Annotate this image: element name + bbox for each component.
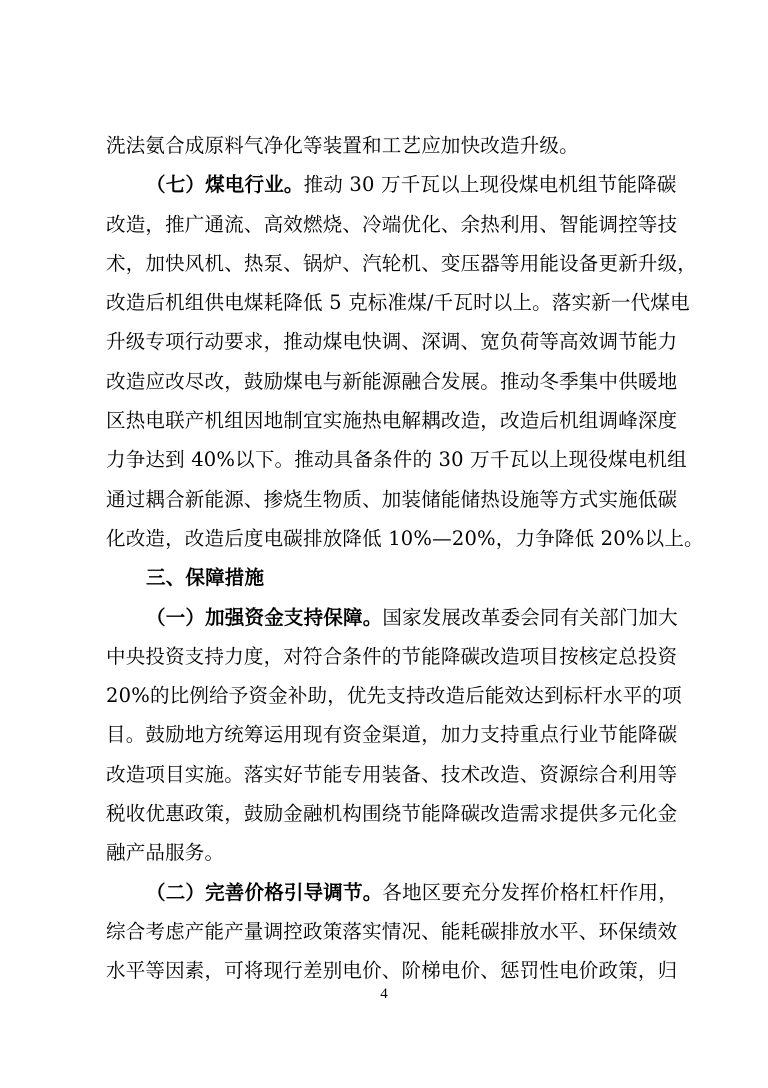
text-line [106, 715, 678, 754]
text-line [106, 440, 687, 479]
text-line [106, 519, 704, 558]
text-line [106, 244, 698, 283]
text-line [106, 637, 678, 676]
text-line [106, 165, 677, 204]
section-heading [106, 558, 672, 597]
line-text: 改造项目实施。落实好节能专用装备、技术改造、资源综合利用等 [106, 762, 678, 786]
heading-text: 三、保障措施 [146, 566, 265, 590]
line-text: 融产品服务。 [106, 841, 225, 865]
text-line [106, 912, 678, 951]
line-text: 推动 30 万千瓦以上现役煤电机组节能降碳 [303, 173, 677, 197]
text-line [106, 283, 690, 322]
line-text: 20%的比例给予资金补助，优先支持改造后能效达到标杆水平的项 [106, 684, 682, 708]
text-line [106, 676, 682, 715]
text-line [106, 362, 678, 401]
text-line [106, 755, 678, 794]
line-text: 通过耦合新能源、掺烧生物质、加装储能储热设施等方式实施低碳 [106, 487, 678, 511]
text-line [106, 598, 678, 637]
text-line [106, 833, 672, 872]
text-line [106, 401, 678, 440]
text-line [106, 480, 678, 519]
document-body [106, 126, 704, 991]
line-text: 术，加快风机、热泵、锅炉、汽轮机、变压器等用能设备更新升级， [106, 251, 698, 275]
line-text: 目。鼓励地方统筹运用现有资金渠道，加力支持重点行业节能降碳 [106, 723, 678, 747]
line-text: 改造后机组供电煤耗降低 5 克标准煤/千瓦时以上。落实新一代煤电 [106, 291, 690, 315]
line-text: 力争达到 40%以下。推动具备条件的 30 万千瓦以上现役煤电机组 [106, 448, 687, 472]
section-lead: （七）煤电行业。 [146, 173, 304, 197]
text-line [106, 205, 678, 244]
line-text: 化改造，改造后度电碳排放降低 10%—20%，力争降低 20%以上。 [106, 526, 704, 550]
text-line [106, 126, 672, 165]
page-number: 4 [380, 986, 388, 1002]
text-line [106, 873, 678, 912]
line-text: 国家发展改革委会同有关部门加大 [382, 605, 678, 629]
text-line [106, 951, 678, 990]
text-line [106, 322, 678, 361]
text-line [106, 794, 678, 833]
line-text: 升级专项行动要求，推动煤电快调、深调、宽负荷等高效调节能力 [106, 330, 678, 354]
line-text: 洗法氨合成原料气净化等装置和工艺应加快改造升级。 [106, 134, 579, 157]
line-text: 区热电联产机组因地制宜实施热电解耦改造，改造后机组调峰深度 [106, 409, 678, 433]
line-text: 改造，推广通流、高效燃烧、冷端优化、余热利用、智能调控等技 [106, 212, 678, 236]
line-text: 税收优惠政策，鼓励金融机构围绕节能降碳改造需求提供多元化金 [106, 802, 678, 826]
line-text: 各地区要充分发挥价格杠杆作用， [382, 880, 678, 904]
section-lead: （二）完善价格引导调节。 [146, 880, 383, 904]
line-text: 水平等因素，可将现行差别电价、阶梯电价、惩罚性电价政策，归 [106, 959, 678, 983]
line-text: 综合考虑产能产量调控政策落实情况、能耗碳排放水平、环保绩效 [106, 919, 678, 943]
line-text: 改造应改尽改，鼓励煤电与新能源融合发展。推动冬季集中供暖地 [106, 369, 678, 393]
section-lead: （一）加强资金支持保障。 [146, 605, 383, 629]
line-text: 中央投资支持力度，对符合条件的节能降碳改造项目按核定总投资 [106, 644, 678, 668]
